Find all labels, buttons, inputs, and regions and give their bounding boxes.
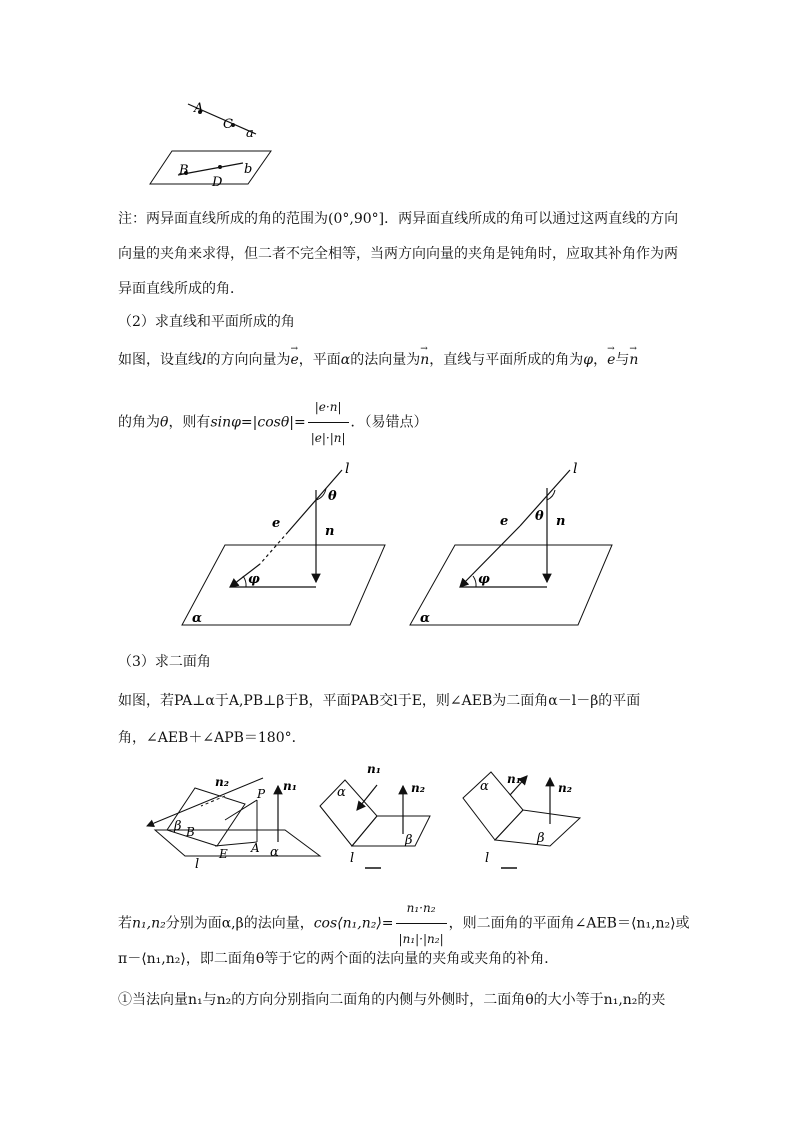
figure-dihedral-angle	[145, 758, 585, 878]
label-phi-right: φ	[478, 572, 490, 587]
vector-n: → n	[420, 350, 429, 370]
label-D: D	[212, 175, 223, 190]
label-theta-right: θ	[535, 509, 544, 524]
label-E: E	[219, 847, 228, 861]
section3b-paragraph-1: 若n₁,n₂分别为面α,β的法向量，cos⟨n₁,n₂⟩= $\frac{\text{n₁·n₂}}{\text{|n₁|·|n₂|}}$ ，则二面角的平面角∠AEB＝⟨n₁,n₂⟩或	[118, 893, 690, 954]
label-l-fig3c: l	[485, 851, 490, 866]
label-beta-fig3b: β	[405, 833, 413, 848]
label-beta-fig3a: β	[174, 819, 182, 834]
label-alpha-fig3a: α	[270, 845, 279, 860]
vector-e: → e	[290, 350, 298, 370]
label-n2-fig3a: n₂	[215, 775, 229, 789]
section2-paragraph-2: 的角为θ，则有sinφ=|cosθ|= $\frac{|e\cdot n|}{|e|\cdot|n|}$ ．（易错点）	[118, 392, 428, 453]
label-e-right: e	[500, 514, 509, 529]
section3-paragraph-1: 如图，若PA⊥α于A,PB⊥β于B，平面PAB交l于E，则∠AEB为二面角α－l－β的平面	[118, 693, 641, 709]
label-C: C	[223, 117, 233, 132]
section2-heading: （2）求直线和平面所成的角	[118, 314, 295, 330]
label-n-right: n	[556, 514, 566, 529]
figure-line-plane-angle	[180, 460, 620, 635]
section3-paragraph-2: 角，∠AEB＋∠APB＝180°．	[118, 730, 306, 746]
note-line-1: 注：两异面直线所成的角的范围为(0°,90°]．两异面直线所成的角可以通过这两直线的方向	[118, 211, 679, 227]
cos-formula: cos⟨n₁,n₂⟩=	[313, 915, 394, 932]
label-e-left: e	[272, 516, 281, 531]
fraction-normals: $\frac{\text{n₁·n₂}}{\text{|n₁|·|n₂|}}$	[396, 893, 447, 954]
section2-paragraph-1: 如图，设直线l的方向向量为→ e，平面α的法向量为→ n，直线与平面所成的角为φ，→ e与→ n	[118, 350, 638, 370]
label-n2-fig3c: n₂	[558, 781, 572, 795]
section3b-paragraph-3: ①当法向量n₁与n₂的方向分别指向二面角的内侧与外侧时，二面角θ的大小等于n₁,n₂的夹	[118, 992, 666, 1008]
section3-heading: （3）求二面角	[118, 654, 211, 670]
label-P: P	[257, 787, 266, 801]
section3b-paragraph-2: π－⟨n₁,n₂⟩，即二面角θ等于它的两个面的法向量的夹角或夹角的补角．	[118, 951, 559, 967]
label-n2-fig3b: n₂	[411, 781, 425, 795]
label-b: b	[244, 162, 253, 177]
label-n1-fig3b: n₁	[367, 762, 381, 776]
note-line-2: 向量的夹角来求得，但二者不完全相等，当两方向向量的夹角是钝角时，应取其补角作为两	[118, 246, 678, 262]
label-alpha-fig3b: α	[337, 785, 346, 800]
label-n1-fig3c: n₁	[507, 772, 521, 786]
label-theta-left: θ	[328, 489, 337, 504]
label-l-fig3a: l	[195, 857, 200, 872]
label-alpha-left: α	[192, 611, 203, 626]
label-phi-left: φ	[248, 572, 260, 587]
label-n-left: n	[325, 524, 335, 539]
label-l-left: l	[345, 461, 350, 477]
label-A-fig3a: A	[251, 841, 260, 855]
label-beta-fig3c: β	[537, 831, 545, 846]
sin-formula: sinφ=|cosθ|=	[210, 414, 306, 431]
label-alpha-right: α	[420, 611, 431, 626]
label-l-right: l	[573, 461, 578, 477]
label-B: B	[186, 825, 195, 839]
label-alpha-fig3c: α	[480, 779, 489, 794]
fraction: $\frac{|e\cdot n|}{|e|\cdot|n|}$	[308, 392, 349, 453]
figure-skew-lines	[148, 100, 278, 190]
label-n1-fig3a: n₁	[283, 779, 297, 793]
label-l-fig3b: l	[350, 851, 355, 866]
label-a: a	[246, 126, 254, 141]
label-A: A	[194, 101, 204, 116]
note-line-3: 异面直线所成的角．	[118, 281, 244, 297]
label-B: B	[179, 163, 189, 178]
